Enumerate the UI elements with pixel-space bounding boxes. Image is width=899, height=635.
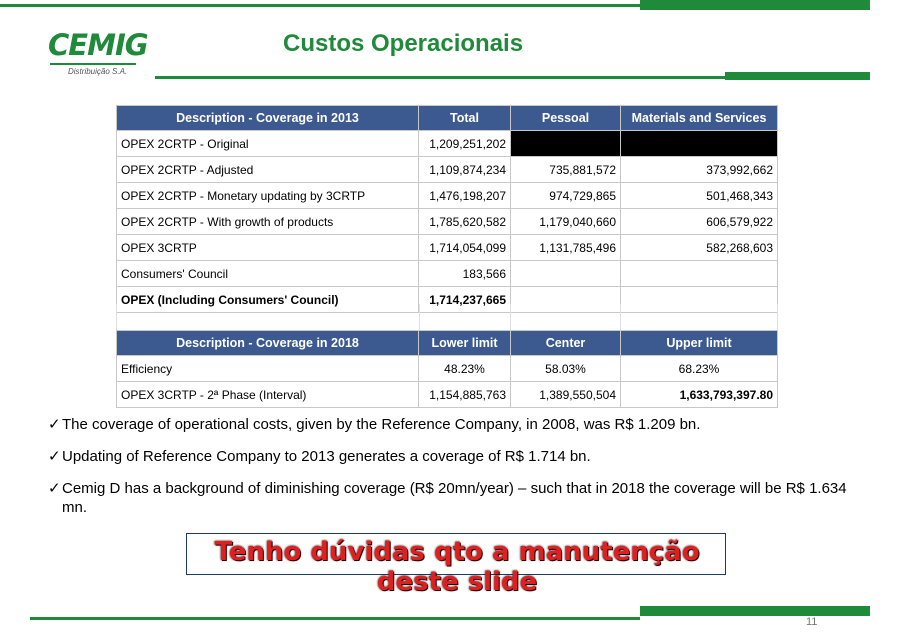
footer-divider-thick bbox=[640, 606, 870, 616]
cell-center: 58.03% bbox=[511, 356, 621, 382]
cell-blank-black bbox=[621, 131, 778, 157]
table-header-row bbox=[117, 331, 778, 356]
cell-lower: 48.23% bbox=[419, 356, 511, 382]
header-divider-thin bbox=[155, 76, 725, 79]
cell-materials: 373,992,662 bbox=[621, 157, 778, 183]
cell-pessoal: 1,179,040,660 bbox=[511, 209, 621, 235]
coverage-2018-table bbox=[116, 330, 778, 408]
cell-total: 183,566 bbox=[419, 261, 511, 287]
header-upper-limit: Upper limit bbox=[621, 331, 778, 356]
cell-pessoal: 735,881,572 bbox=[511, 157, 621, 183]
header-description: Description - Coverage in 2013 bbox=[117, 106, 419, 131]
logo-underline bbox=[50, 63, 136, 65]
logo-wordmark: CEMIG bbox=[48, 28, 148, 62]
logo-subtitle: Distribuição S.A. bbox=[68, 67, 128, 76]
header-pessoal: Pessoal bbox=[511, 106, 621, 131]
bullet-text: Updating of Reference Company to 2013 generates a coverage of R$ 1.714 bn. bbox=[62, 448, 591, 465]
spacer-cell bbox=[418, 304, 511, 330]
header-divider-thick bbox=[725, 72, 870, 80]
page-title: Custos Operacionais bbox=[283, 30, 524, 57]
cell-materials: 582,268,603 bbox=[621, 235, 778, 261]
bullet-item bbox=[48, 447, 848, 466]
checkmark-icon: ✓ bbox=[48, 480, 61, 497]
header-materials: Materials and Services bbox=[621, 106, 778, 131]
cell-pessoal: 1,131,785,496 bbox=[511, 235, 621, 261]
checkmark-icon: ✓ bbox=[48, 416, 61, 433]
cell-materials: 501,468,343 bbox=[621, 183, 778, 209]
bullet-item bbox=[48, 415, 848, 434]
table-spacer bbox=[116, 304, 780, 330]
row-label: Consumers' Council bbox=[117, 261, 419, 287]
top-divider-thick bbox=[640, 0, 870, 10]
cell-center: 1,389,550,504 bbox=[511, 382, 621, 408]
table-row bbox=[117, 209, 778, 235]
row-label: Efficiency bbox=[117, 356, 419, 382]
bullet-text: Cemig D has a background of diminishing coverage (R$ 20mn/year) – such that in 2018 the coverage will be R$ 1.634 mn. bbox=[62, 480, 847, 516]
bullet-list bbox=[48, 415, 848, 530]
note-text: Tenho dúvidas qto a manutenção deste slide bbox=[214, 537, 700, 597]
cell-upper: 1,633,793,397.80 bbox=[621, 382, 778, 408]
table-row bbox=[117, 382, 778, 408]
cell-upper: 68.23% bbox=[621, 356, 778, 382]
row-label: OPEX (Including Consumers' Council) bbox=[117, 287, 419, 313]
cell-empty bbox=[511, 261, 621, 287]
row-label: OPEX 3CRTP - 2ª Phase (Interval) bbox=[117, 382, 419, 408]
cemig-logo bbox=[48, 28, 148, 82]
table-header-row bbox=[117, 106, 778, 131]
table-row bbox=[117, 235, 778, 261]
footer-divider-thin bbox=[30, 617, 640, 620]
table-row bbox=[117, 261, 778, 287]
cell-materials: 606,579,922 bbox=[621, 209, 778, 235]
row-label: OPEX 2CRTP - With growth of products bbox=[117, 209, 419, 235]
spacer-cell bbox=[116, 304, 420, 330]
header-total: Total bbox=[419, 106, 511, 131]
cell-total: 1,785,620,582 bbox=[419, 209, 511, 235]
row-label: OPEX 2CRTP - Original bbox=[117, 131, 419, 157]
cell-total: 1,714,237,665 bbox=[419, 287, 511, 313]
cell-total: 1,109,874,234 bbox=[419, 157, 511, 183]
cell-lower: 1,154,885,763 bbox=[419, 382, 511, 408]
row-label: OPEX 3CRTP bbox=[117, 235, 419, 261]
cell-total: 1,714,054,099 bbox=[419, 235, 511, 261]
coverage-2013-table bbox=[116, 105, 778, 313]
bullet-text: The coverage of operational costs, given by the Reference Company, in 2008, was R$ 1.209 bn. bbox=[62, 416, 701, 433]
bullet-item bbox=[48, 479, 848, 517]
checkmark-icon: ✓ bbox=[48, 448, 61, 465]
spacer-cell bbox=[620, 304, 778, 330]
cell-total: 1,209,251,202 bbox=[419, 131, 511, 157]
cell-total: 1,476,198,207 bbox=[419, 183, 511, 209]
cell-pessoal: 974,729,865 bbox=[511, 183, 621, 209]
row-label: OPEX 2CRTP - Monetary updating by 3CRTP bbox=[117, 183, 419, 209]
table-row bbox=[117, 183, 778, 209]
header-lower-limit: Lower limit bbox=[419, 331, 511, 356]
page-number: 11 bbox=[806, 616, 818, 628]
header-description: Description - Coverage in 2018 bbox=[117, 331, 419, 356]
top-divider-thin bbox=[0, 4, 640, 7]
note-box bbox=[186, 533, 726, 597]
cell-blank-black bbox=[511, 131, 621, 157]
table-row bbox=[117, 157, 778, 183]
table-row bbox=[117, 356, 778, 382]
cell-empty bbox=[621, 261, 778, 287]
spacer-cell bbox=[510, 304, 621, 330]
row-label: OPEX 2CRTP - Adjusted bbox=[117, 157, 419, 183]
header-center: Center bbox=[511, 331, 621, 356]
table-row bbox=[117, 131, 778, 157]
